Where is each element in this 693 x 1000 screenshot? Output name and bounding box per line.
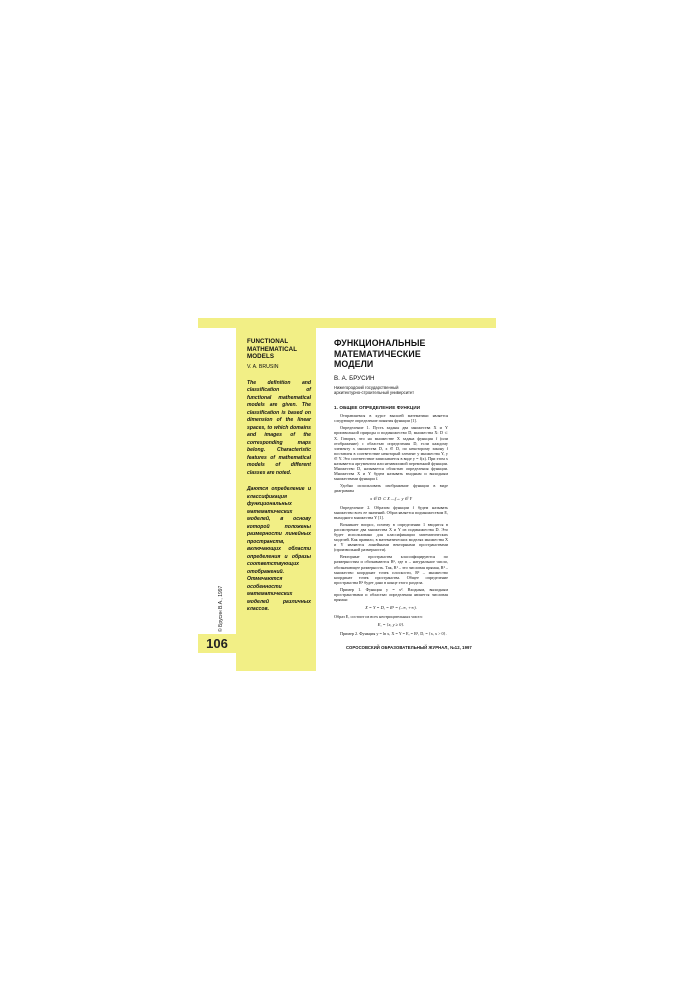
article-title-line-2: МАТЕМАТИЧЕСКИЕ МОДЕЛИ — [334, 348, 421, 369]
body-paragraph: Возникает вопрос, почему в определении 1 вводятся в рассмотрение два множества X и Y из подмножества D. Это будет использовано для классификации математических моделей. Как правило, в математических моделях множества X и Y являются линейными векторными пространствами (произвольной размерности). — [334, 522, 448, 553]
copyright-note: © Брусин В.А., 1997 — [218, 585, 224, 632]
formula: X = Y = D, = R¹ = (–∞, +∞). — [365, 604, 417, 610]
author-affiliation: Нижегородский государственный архитектурно-строительный университет — [334, 384, 415, 395]
body-paragraph: Определение 2. Образом функции f будем называть множество всех ее значений. Образ является подмножеством E, выходного множества Y [1]. — [334, 505, 448, 521]
article-title-line-1: ФУНКЦИОНАЛЬНЫЕ — [334, 338, 426, 348]
english-title — [247, 338, 311, 361]
formula-diagram: x ∈ D ⊂ X —f→ y ∈ Y — [370, 496, 412, 502]
body-paragraph: Удобно использовать изображение функции в виде диаграммы — [334, 482, 448, 493]
body-paragraph: Определение 1. Пусть заданы два множества X и Y произвольной природы и подмножество D, множества X: D ⊂ X. Говорят, что на множестве X задана функция f (или отображение) с областью определения D, если каждому элементу x множества D, x ∈ D, по некоторому закону f поставлен в соответствие некоторый элемент y множества Y, y ∈ Y. Это соответствие записывается в виде y = f(x). При этом x называется аргументом или независимой переменной функции. Множество D, называется областью определения функции. Множества X и Y будем называть входным и выходным множествами функции f. — [334, 425, 448, 481]
yellow-header-band — [198, 318, 496, 328]
body-paragraph: Отправляемся в курсе высшей математики является следующее определение понятия функции [1]. — [334, 413, 448, 424]
page-number: 106 — [198, 634, 236, 653]
english-title-line-2: MATHEMATICAL MODELS — [247, 345, 298, 361]
body-paragraph: Пример 1. Функция y = x². Входным, выходным пространствами и областью определения является числовая прямая: — [334, 586, 448, 602]
section-heading: 1. ОБЩЕЕ ОПРЕДЕЛЕНИЕ ФУНКЦИИ — [334, 405, 421, 411]
body-paragraph: Образ E, состоит из всех неотрицательных чисел: — [334, 613, 423, 619]
journal-footer: СОРОСОВСКИЙ ОБРАЗОВАТЕЛЬНЫЙ ЖУРНАЛ, №12, 1997 — [346, 645, 472, 650]
article-title — [334, 338, 448, 370]
article-body-column — [334, 338, 448, 638]
english-author: V. A. BRUSIN — [247, 363, 279, 370]
english-abstract-column — [247, 338, 311, 614]
russian-abstract: Даются определение и классификация функциональных математических моделей, в основу которой положены размерности линейных пространств, включающих области определения и образы соответствующих отображений. Отмечаются особенности математических моделей различных классов. — [247, 486, 311, 613]
body-paragraph: Векторные пространства классифицируются по размерностям и обозначаются Rⁿ, где n – натуральное число, обозначающее размерность. Так, R¹ – это числовая прямая, R² – множество координат точек плоскости, R³ – множество координат точек пространства. Общее определение пространства Rⁿ будет дано в конце этого раздела. — [334, 554, 448, 585]
english-title-line-1: FUNCTIONAL — [247, 338, 289, 345]
english-abstract: The definition and classification of functional mathematical models are given. The classification is based on dimension of the linear spaces, to which domains and images of the corresponding maps belong. Characteristic features of mathematical models of different classes are noted. — [247, 379, 311, 476]
article-author: В. А. БРУСИН — [334, 374, 375, 382]
formula: E, = {x, y ≥ 0}. — [377, 621, 405, 627]
body-paragraph: Пример 2. Функция y = ln x, X = Y = E, = R¹, D, = {x, x > 0}. — [340, 630, 447, 636]
